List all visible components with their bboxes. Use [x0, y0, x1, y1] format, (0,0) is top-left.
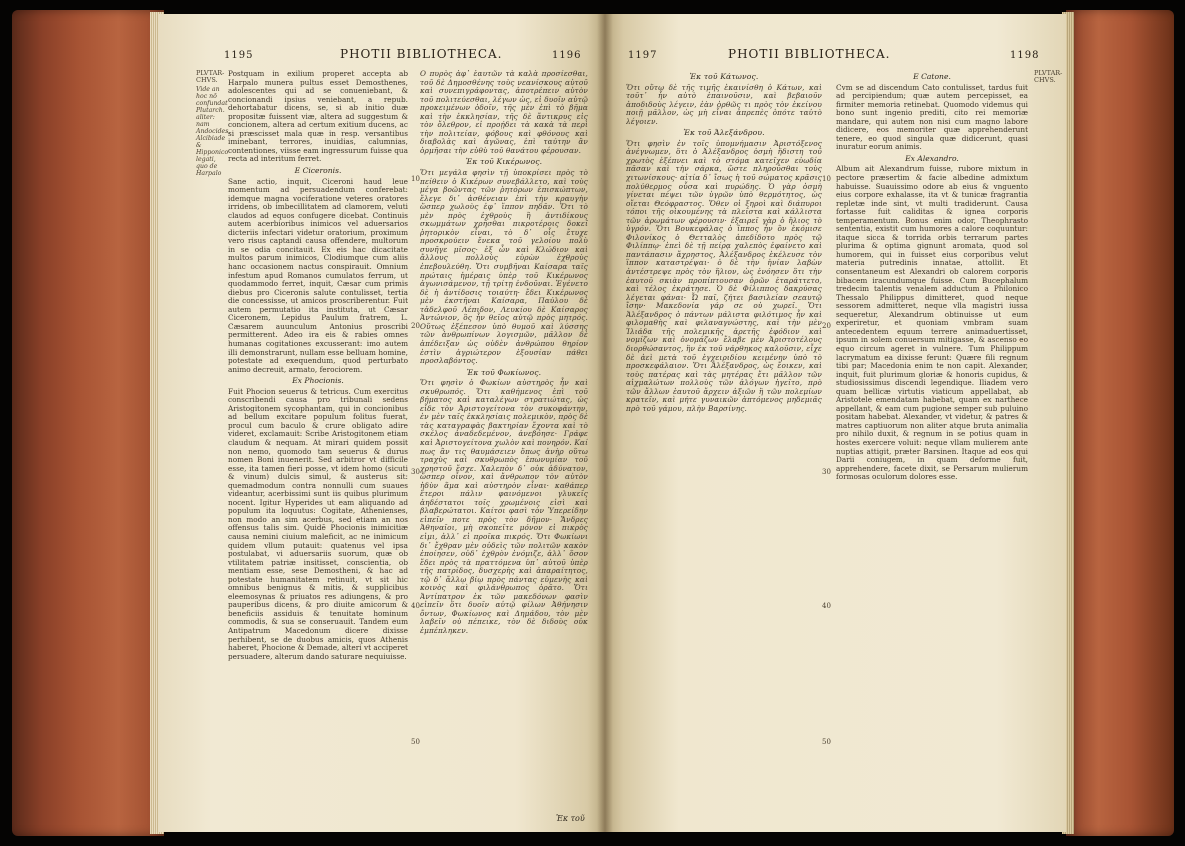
right-margin-author: PLVTAR-CHVS.	[1034, 69, 1063, 84]
line-number: 20	[411, 322, 420, 330]
line-number: 40	[822, 602, 831, 610]
left-margin-author: PLVTAR-CHVS.	[196, 69, 225, 84]
line-number: 10	[411, 175, 420, 183]
line-number: 50	[822, 738, 831, 746]
paragraph: Sane actio, inquit, Ciceroni haud leue momentum ad persuadendum conferebat: idemque magna vociferatione veteres oratores irridens, ob imbecillitatem ad clamorem, veluti claudos ad equos confugere dicebat. Continuis autem acerbioribus inimicos vel aduersarios dicteriis infectari videtur oratorium, proximum vero risus captandi causa offendere, multorum in se odia concitauit. Ex eis hac dicacitate multos parum inimicos, Clodiumque cum aliis hanc occasionem nactus conspirauit. Omnium infestum apud Romanos cumulatos ferrum, ut quodammodo ferret, inquit, Cæsar cum primis diebus pro Ciceronis salute contulisset, tertia die concessisse, ut amicos proscriberentur. Fuit autem permutatio ita instituta, ut Cæsar Ciceronem, Lepidus Paulum fratrem, L. Cæsarem auunculum Antonius proscribi permitterent. Adeo ira eis & rabies omnes humanas cogitationes excusserant: imo autem illi demonstrarunt, nullam esse belluam homine, potestate ad exequendum, quod perturbato animo decreuit, armato, ferociorem.	[228, 176, 408, 374]
right-page-number: 1197	[628, 50, 658, 61]
left-running-title: PHOTII BIBLIOTHECA.	[340, 47, 503, 61]
paragraph: Ὅτι φησὶν ὁ Φωκίων αὐστηρὸς ἦν καὶ σκυθρωπός. Ὅτι καθήμενος ἐπὶ τοῦ βήματος καὶ καταλέγων στρατιώτας, ὡς εἶδε τὸν Ἀριστογείτονα τὸν συκοφάντην, ἐν μὲν ταῖς ἐκκλησίαις πολεμικὸν, πρὸς δὲ τὰς καταγραφὰς βακτηρίαν ἔχοντα καὶ τὸ σκέλος ἀναδεδεμένον, ἀνεβόησε· Γράφε καὶ Ἀριστογείτονα χωλὸν καὶ πονηρόν. Καί πως ἂν τις θαυμάσειεν ὅπως ἀνὴρ οὕτω τραχὺς καὶ σκυθρωπὸς ἐπωνυμίαν τοῦ χρηστοῦ ἔσχε. Χαλεπὸν δ᾽ οὐκ ἀδύνατον, ὥσπερ οἶνον, καὶ ἄνθρωπον τὸν αὐτὸν ἡδὺν ἅμα καὶ αὐστηρὸν εἶναι· καθάπερ ἕτεροι πάλιν φαινόμενοι γλυκεῖς ἀηδέστατοι τοῖς χρωμένοις εἰσὶ καὶ βλαβερώτατοι. Καίτοι φασὶ τὸν Ὑπερείδην εἰπεῖν ποτε πρὸς τὸν δῆμον· Ἄνδρες Ἀθηναῖοι, μὴ σκοπεῖτε μόνον εἰ πικρὸς εἰμι, ἀλλ᾽ εἰ προῖκα πικρός. Ὅτι Φωκίωνι δι᾽ ἔχθραν μὲν οὐδεὶς τῶν πολιτῶν κακὸν ἐποίησεν, οὐδ᾽ ἐχθρὸν ἐνόμιζε, ἀλλ᾽ ὅσον ἔδει πρὸς τὰ πραττόμενα ὑπ᾽ αὐτοῦ ὑπὲρ τῆς πατρίδος, δυσχερὴς καὶ ἀπαραίτητος, τῷ δ᾽ ἄλλῳ βίῳ πρὸς πάντας εὐμενὴς καὶ κοινὸς καὶ φιλάνθρωπος ὁρᾶτο. Ὅτι Ἀντίπατρον ἐκ τῶν μακεδόνων φασὶν εἰπεῖν ὅτι δυοῖν αὐτῷ φίλων Ἀθήνησιν ὄντων, Φωκίωνος καὶ Δημάδου, τὸν μὲν λαβεῖν οὐ πέπεικε, τὸν δὲ διδοὺς οὐκ ἐμπέπληκεν.	[420, 378, 588, 635]
line-number: 20	[822, 322, 831, 330]
line-number: 30	[411, 468, 420, 476]
left-page-number: 1195	[224, 50, 254, 61]
right-greek-column	[626, 70, 822, 822]
line-number: 30	[822, 468, 831, 476]
left-latin-column	[228, 70, 408, 826]
paragraph: Ο πυρὸς ἀφ᾽ ἑαυτῶν τὰ καλὰ προσίεσθαι, τοῦ δὲ Δημοσθένης τοὺς νεανίσκους αὐτοῦ καὶ συνεπιγράφοντας, ἀποτρέπειν αὐτὸν τοῦ πολιτεύεσθαι, λέγων ὡς, εἰ δυοῖν αὐτῷ προκειμένων ὁδοῖν, τῆς μὲν ἐπὶ τὸ βῆμα καὶ τὴν ἐκκλησίαν, τῆς δὲ ἄντικρυς εἰς τὸν ὄλεθρον, εἰ προῄδει τὰ κακὰ τὰ περὶ τὴν πολιτείαν, φόβους καὶ φθόνους καὶ διαβολὰς καὶ ἀγῶνας, ἐπὶ ταύτην ἂν ὁρμῆσαι τὴν εὐθὺ τοῦ θανάτου φέρουσαν.	[420, 70, 588, 155]
section-heading: Ex Phocionis.	[292, 376, 344, 386]
line-number: 10	[822, 175, 831, 183]
section-heading: Ἐκ τοῦ Κάτωνος.	[689, 72, 759, 81]
catchword: Ἐκ τοῦ	[556, 814, 585, 823]
section-heading: Ἐκ τοῦ Φωκίωνος.	[466, 367, 542, 377]
left-margin-note: Vide an hoc nō confundat Plutarch. aliter: nam Andocides, Alcibiade & Hipponico legati, quo de Harpalo	[196, 86, 231, 177]
book-gutter	[597, 14, 613, 832]
section-heading: E Ciceronis.	[294, 166, 342, 176]
left-column-number: 1196	[552, 50, 582, 61]
right-running-title: PHOTII BIBLIOTHECA.	[728, 47, 891, 61]
right-latin-column	[836, 70, 1028, 822]
paragraph: Ὅτι φησὶν ἐν τοῖς ὑπομνήμασιν Ἀριστόξενος ἀνέγνωμεν, ὅτι ὁ Ἀλέξανδρος ὀσμὴ ἥδιστη τοῦ χρωτὸς ἐξέπνει καὶ τὸ στόμα κατεῖχεν εὐωδία πᾶσαν καὶ τὴν σάρκα, ὥστε πληροῦσθαι τοὺς χιτωνίσκους· αἰτία δ᾽ ἴσως ἡ τοῦ σώματος κρᾶσις πολύθερμος οὖσα καὶ πυρώδης. Ὁ γὰρ ὁσμὴ γίνεται πέψει τῶν ὑγρῶν ὑπὸ θερμότητος, ὡς οἴεται Θεόφραστος. Ὅθεν οἱ ξηροὶ καὶ διάπυροι τόποι τῆς οἰκουμένης τὰ πλεῖστα καὶ κάλλιστα τῶν ἀρωμάτων φέρουσιν· ἐξαιρεῖ γὰρ ὁ ἥλιος τὸ ὑγρόν. Ὅτι Βουκεφάλας ὁ ἵππος ἦν ὃν ἐκόμισε Φιλονίκος ὁ Θετταλὸς ἀπεδίδοτο πρὸς τῷ Φιλίππῳ· ἐπεὶ δὲ τῇ πείρᾳ χαλεπὸς ἐφαίνετο καὶ παντάπασιν ἄχρηστος, Ἀλέξανδρος ἐκέλευσε τὸν ἵππον καταστρέψαι· ὁ δὲ τὴν ἡνίαν λαβὼν ἀντέστρεψε πρὸς τὸν ἥλιον, ὡς ἐνόησεν ὅτι τὴν ἑαυτοῦ σκιὰν προπίπτουσαν ὁρῶν ἐταράττετο, καὶ τέλος ἐκράτησε. Ὁ δὲ Φίλιππος δακρύσας λέγεται φάναι· Ὦ παῖ, ζήτει βασιλείαν σεαυτῷ ἴσην· Μακεδονία γάρ σε οὐ χωρεῖ. Ὅτι Ἀλέξανδρος ὁ πάντων μάλιστα φιλότιμος ἦν καὶ φιλομαθὴς καὶ φιλαναγνώστης, καὶ τὴν μὲν Ἰλιάδα τῆς πολεμικῆς ἀρετῆς ἐφόδιον καὶ νομίζων καὶ ὀνομάζων ἔλαβε μὲν Ἀριστοτέλους διορθώσαντος, ἣν ἐκ τοῦ νάρθηκος καλοῦσιν, εἶχε δὲ ἀεὶ μετὰ τοῦ ἐγχειριδίου κειμένην ὑπὸ τὸ προσκεφάλαιον. Ὅτι Ἀλέξανδρος, ὡς ἔοικεν, καὶ τοὺς πατέρας καὶ τὰς μητέρας ἔτι μᾶλλον τῶν αἰχμαλώτων πολλοὺς τῶν ἀλόγων ἡγεῖτο, πρὸ τῶν ἄλλων ἑαυτοῦ ἄρχειν ἀξιῶν ἢ τῶν πολεμίων κρατεῖν, καὶ μήτε γυναικῶν ἁπτόμενος μηδεμιᾶς πρὸ τοῦ γάμου, πλὴν Βαρσίνης.	[626, 138, 822, 413]
paragraph: Album ait Alexandrum fuisse, rubore mixtum in pectore præsertim & facie albedine admixtum habuisse. Suauissimo odore ab eius & vnguento eius corpore exhalasse, ita vt & tunicæ fragrantia repletæ inde sint, vt multi tradiderunt. Causa fortasse fuit caliditas & ignea corporis temperamentum. Bonus enim odor, Theophrasto sententia, existit cum humores a calore coquuntur: itaque sicca & torrida orbis terrarum partes plurima & optima gignunt aromata, quod sol humorem, qui in fuisset eius corporibus velut materia putredinis innatae, attollit. Et consentaneum est Alexandri ob calorem corporis bibacem iracundumque fuisse. Cum Bucephalum tredecim talentis venalem adductum a Philonico Thessalo Philippus dimitteret, quod neque sessorem admitteret, neque vlla magistri iussa sequeretur, Alexandrum obtinuisse ut eum experiretur, et quoniam vmbram suam antecedentem equum terrere animaduertisset, ipsum in solem conuersum mitigasse, & ascenso eo equo circum ageret in vulnere. Tum Philippum lacrymatum ea dixisse ferunt: Quære fili regnum tibi par; Macedonia enim te non capit. Alexander, inquit, fuit plurimum gloriæ & honoris cupidus, & studiosissimus discendi legendique. Iliadem vero quam bellicæ virtutis viaticum appellabat, ab Aristotele emendatam habebat, quam ex narthece appellant, & eam cum pugione semper sub puluino positam habebat. Alexander, vt videtur, & patres & matres captiuorum non aliter atque bruta animalia pro nihilo duxit, & regnum in se potius quam in hostes exercere voluit: neque vllam mulierem ante nuptias attigit, præter Barsinen. Itaque ad eos qui Darii coniugem, in quam deforme fuit, apprehendere, facete dixit, se Persarum mulierum formosas oculorum dolores esse.	[836, 164, 1028, 482]
paragraph: Ὅτι οὕτω δὲ τῆς τιμῆς ἐκαινίσθη ὁ Κάτων, καὶ τοῦτ᾽ ἦν αὐτὸ ἐπαινοῦσιν, καὶ βεβαιοῦν ἀποδιδοὺς λέγειν, ἐὰν ὀρθῶς τι πρὸς τὸν ἐκείνου ποιῇ μᾶλλον, ὡς μὴ εἶναι ἀπρεπὲς ὁπότε ταὐτὸ λέγοιεν.	[626, 82, 822, 126]
paragraph: Postquam in exilium properet accepta ab Harpalo munera pultus esset Demosthenes, adolescentes qui ad se conueniebant, & concionandi ipsius veniebant, a repub. dehortabatur dicens, se, si ab initio duæ propositæ fuissent viæ, altera ad suggestum & concionem, altera ad certum exitium ducens, ac si præscisset mala quæ in resp. versantibus iminebant, terrores, inuidias, calumnias, contentiones, viisse eam ingressurum fuisse qua recta ad interitum ferret.	[228, 70, 408, 164]
left-greek-column	[420, 70, 588, 810]
line-number: 50	[411, 738, 420, 746]
right-leather-cover	[1066, 10, 1174, 836]
paragraph: Fuit Phocion seuerus & tetricus. Cum exercitus conscribendi causa pro tribunali sedens Aristogitonem sycophantam, qui in concionibus ad bellum excitare populum folitus fuerat, procul cum baculo & crure obligato adire videret, exclamauit: Scribe Aristogitonem etiam claudum & nequam. At mirari quidem possit non nemo, quomodo tam seuerus & durus nomen Boni inuenerit. Sed arbitror vt difficile esse, ita tamen fieri posse, vt idem homo (sicuti & vinum) dulcis simul, & austerus sit: quemadmodum contra nonnulli cum suaues videantur, acerbissimi sunt iis quibus plurimum nocent. Igitur Hyperides ut eam aliquando ad populum ita loquutus: Cogitate, Athenienses, non modo an sim acerbus, sed etiam an nos offensus talis sim. Quidē Phocionis inimicitiæ causa nemini ciuium maleficit, ac ne inimicum quidem vllum putauit: quatenus vel ipsa postulabat, vi aduersariis suorum, quæ ob vtilitatem patriæ insitisset, conscientia, ob mentiam esse, sese Demostheni, & hac ad potestate humanitatem retinuit, vt sit hic omnibus benignus & mitis, & supplicibus eleemosynas & priuatos res adiungens, & pro pauperibus dicens, & pro diuite amicorum & beneficiis assiduis & tenuitate hominum commodis, & sua se conseruauit. Tandem eum Antipatrum Macedonum dicere dixisse perhibent, se de duobus amicis, quos Athenis haberet, Phocione & Demade, alteri vt acciperet persuadere, alterum dando saturare nequiuisse.	[228, 386, 408, 661]
paragraph: Ὅτι μεγάλα φησὶν τῇ ὑποκρίσει πρὸς τὸ πείθειν ὁ Κικέρων συνεβάλλετο, καὶ τοὺς μέγα βοῶντας τῶν ῥητόρων ἐπισκώπτων, ἔλεγε δι᾽ ἀσθένειαν ἐπὶ τὴν κραυγὴν ὥσπερ χωλοὺς ἐφ᾽ ἵππον πηδᾶν. Ὅτι τὸ μὲν πρὸς ἐχθροὺς ἢ ἀντιδίκους σκωμμάτων χρῆσθαι πικροτέροις δοκεῖ ῥητορικὸν εἶναι, τὸ δ᾽ οἷς ἔτυχε προσκρούειν ἕνεκα τοῦ γελοίου πολὺ συνῆγε μῖσος· ἐξ ὧν καὶ Κλώδιον καὶ ἄλλους πολλοὺς εὑρὼν ἐχθροὺς ἐπεβουλεύθη. Ὅτι συμβῆναι Καίσαρα ταῖς πρώταις ἡμέραις ὑπὲρ τοῦ Κικέρωνος ἀγωνισάμενον, τῇ τρίτῃ ἐνδοῦναι. Ἐγένετο δὲ ἡ ἀντίδοσις τοιαύτη· ἔδει Κικέρωνος μὲν ἐκστῆναι Καίσαρα, Παύλου δὲ τἀδελφοῦ Λέπιδον, Λευκίου δὲ Καίσαρος Ἀντώνιον, ὃς ἦν θεῖος αὐτῷ πρὸς μητρός. Οὕτως ἐξέπεσον ὑπὸ θυμοῦ καὶ λύσσης τῶν ἀνθρωπίνων λογισμῶν, μᾶλλον δὲ ἀπέδειξαν ὡς οὐδὲν ἀνθρώπου θηρίον ἐστὶν ἀγριώτερον ἐξουσίαν πάθει προσλαβόντος.	[420, 168, 588, 366]
line-number: 40	[411, 602, 420, 610]
section-heading: Ἐκ τοῦ Κικέρωνος.	[465, 157, 543, 167]
left-leather-cover	[12, 10, 164, 836]
right-column-number: 1198	[1010, 50, 1040, 61]
paragraph: Cvm se ad discendum Cato contulisset, tardus fuit ad percipiendum; quæ autem percepisset, ea firmiter memoria retinebat. Quomodo videmus qui bono sunt ingenio prediti, cito rei memoriæ mandare, qui autem non nisi cum magno labore didicere, eos memoriter quæ apprehenderunt tenere, eo quod singula quæ didicerunt, quasi inuratur eorum animis.	[836, 82, 1028, 152]
section-heading: Ἐκ τοῦ Ἀλεξάνδρου.	[683, 128, 765, 138]
section-heading: E Catone.	[913, 72, 951, 81]
section-heading: Ex Alexandro.	[905, 153, 959, 163]
